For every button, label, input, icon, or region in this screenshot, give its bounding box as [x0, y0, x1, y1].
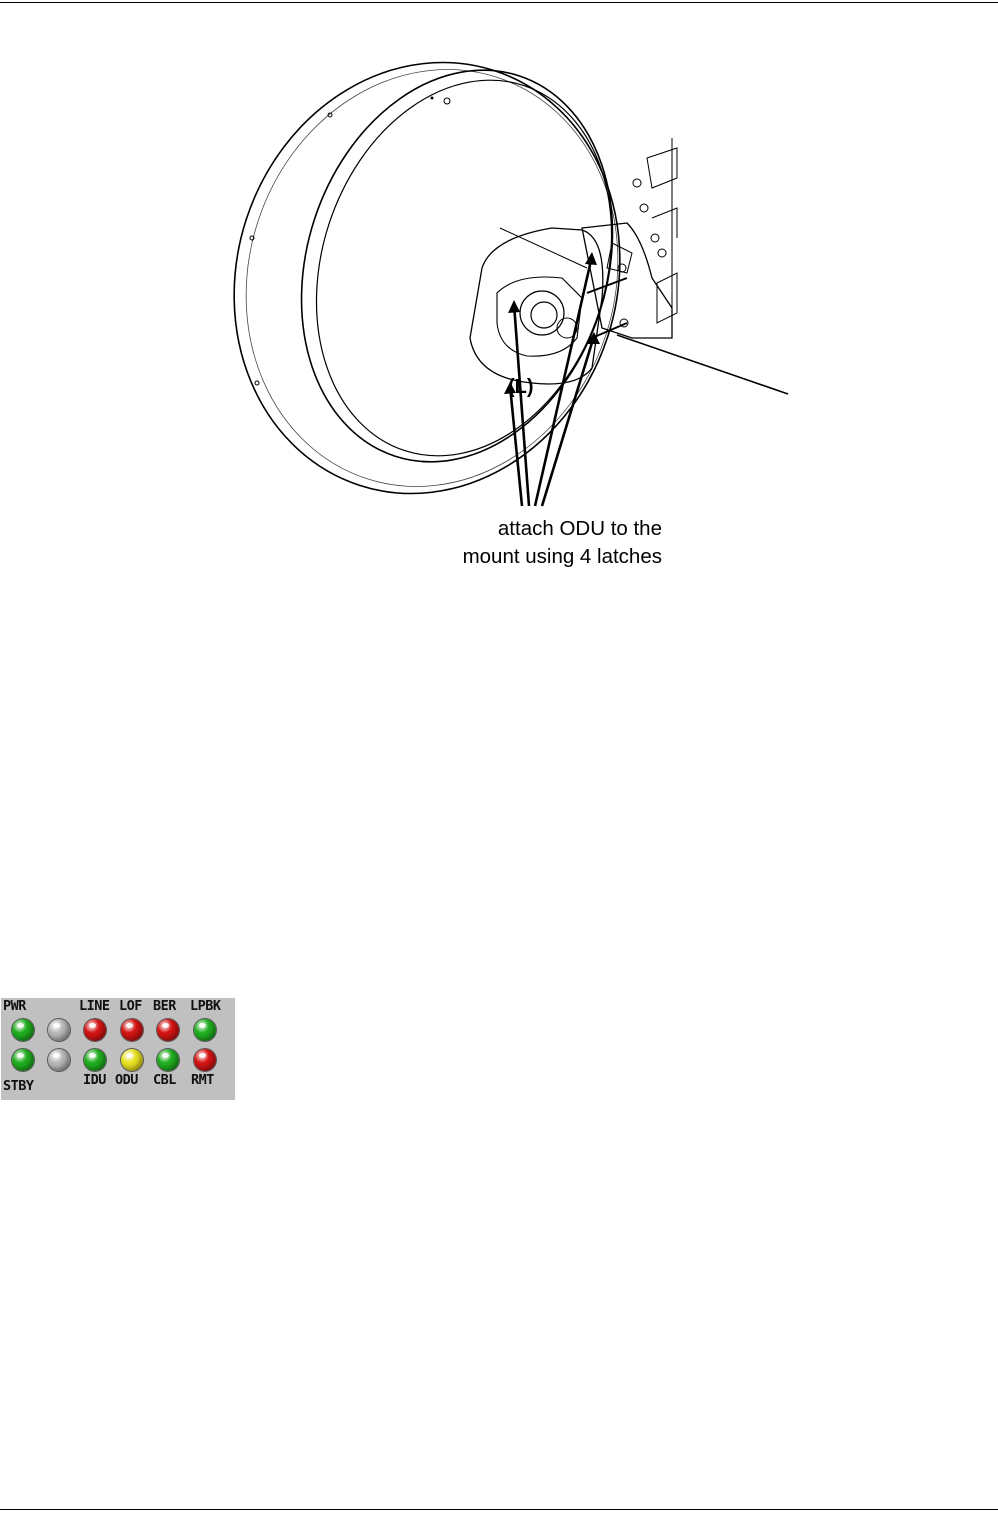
led-label-cbl: CBL — [153, 1072, 176, 1088]
led-lof — [121, 1019, 143, 1041]
led-blank-bottom — [48, 1049, 70, 1071]
led-rmt — [194, 1049, 216, 1071]
led-blank-top — [48, 1019, 70, 1041]
antenna-mount-illustration — [232, 38, 792, 573]
led-label-lof: LOF — [119, 998, 142, 1014]
led-label-stby: STBY — [3, 1078, 34, 1094]
led-line — [84, 1019, 106, 1041]
led-label-odu: ODU — [115, 1072, 138, 1088]
header-rule — [0, 2, 998, 3]
figure-caption-line2: mount using 4 latches — [462, 545, 662, 568]
led-label-line: LINE — [79, 998, 110, 1014]
led-status-panel — [1, 998, 235, 1100]
led-label-ber: BER — [153, 998, 176, 1014]
led-label-lpbk: LPBK — [190, 998, 221, 1014]
led-ber — [157, 1019, 179, 1041]
footer-rule — [0, 1509, 998, 1510]
led-lpbk — [194, 1019, 216, 1041]
led-pwr — [12, 1019, 34, 1041]
led-idu — [84, 1049, 106, 1071]
led-label-idu: IDU — [83, 1072, 106, 1088]
led-label-pwr: PWR — [3, 998, 26, 1014]
led-stby — [12, 1049, 34, 1071]
led-cbl — [157, 1049, 179, 1071]
led-label-rmt: RMT — [191, 1072, 214, 1088]
latch-label: (L) — [508, 376, 534, 398]
figure-caption-line1: attach ODU to the — [497, 517, 662, 540]
led-odu — [121, 1049, 143, 1071]
antenna-drawing — [232, 38, 792, 573]
